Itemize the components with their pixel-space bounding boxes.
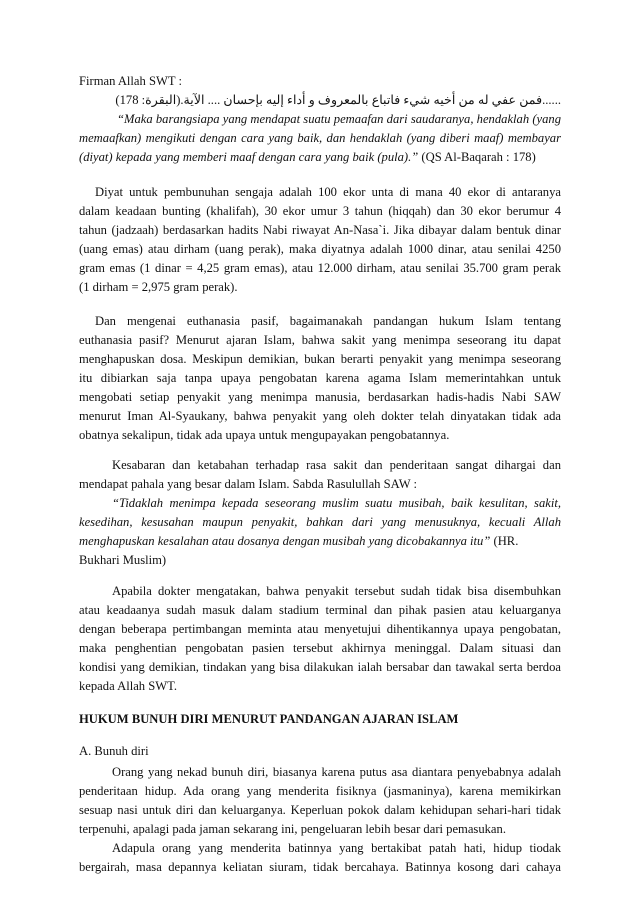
para-euthanasia-line-2: euthanasia pasif? Menurut ajaran Islam, bahwa sakit yang menimpa seseorang itu dapat	[79, 333, 561, 347]
para-adapula-line-2: bergairah, masa depannya keliatan siuram, tidak bercahaya. Batinnya kosong dari cahaya	[79, 860, 561, 874]
section-heading: HUKUM BUNUH DIRI MENURUT PANDANGAN AJARAN ISLAM	[79, 712, 459, 726]
para-euthanasia-line-4: itu dibiarkan saja tanpa upaya pengobatan karena agama Islam memerintahkan untuk	[79, 371, 561, 385]
quote-1-line-3	[79, 150, 561, 165]
quote-2-line-3	[79, 534, 561, 549]
para-euthanasia-line-1: Dan mengenai euthanasia pasif, bagaimanakah pandangan hukum Islam tentang	[95, 314, 561, 328]
quote-1-reference: (QS Al-Baqarah : 178)	[418, 150, 536, 164]
para-adapula-line-1: Adapula orang yang menderita batinnya yang bertakibat patah hati, hidup tiodak	[112, 841, 561, 855]
quote-1-line-1: “Maka barangsiapa yang mendapat suatu pemaafan dari saudaranya, hendaklah (yang	[117, 112, 561, 126]
quote-2-reference: (HR.	[490, 534, 519, 548]
para-dokter-line-3: dengan beberapa pertimbangan meminta atau menyetujui dihentikannya upaya pengobatan,	[79, 622, 561, 636]
para-bunuh-line-4: terpenuhi, apalagi pada jaman sekarang ini, pengeluaran lebih besar dari pemasukan.	[79, 822, 506, 836]
para-diyat-line-3: tahun (jadzaah) berdasarkan hadits Nabi riwayat An-Nasa`i. Jika dibayar dalam bentuk dinar	[79, 223, 561, 237]
para-euthanasia-line-6: menurut Iman Al-Syaukany, bahwa penyakit yang oleh dokter telah dinyatakan tidak ada	[79, 409, 561, 423]
para-dokter-line-2: atau keadaanya sudah masuk dalam stadium terminal dan pihak pasien atau keluarganya	[79, 603, 561, 617]
quote-2-line-1: “Tidaklah menimpa kepada seseorang muslim suatu musibah, baik kesulitan, sakit,	[112, 496, 561, 510]
subsection-title: A. Bunuh diri	[79, 744, 149, 758]
para-bunuh-line-2: penderitaan hidup. Ada orang yang menderita fisiknya (jasmaninya), karena memikirkan	[79, 784, 561, 798]
para-diyat-line-2: dalam keadaan bunting (khalifah), 30 ekor umur 3 tahun (hiqqah) dan 30 ekor berumur 4	[79, 204, 561, 218]
para-kesabaran-line-2: mendapat pahala yang besar dalam Islam. Sabda Rasulullah SAW :	[79, 477, 417, 491]
intro-line: Firman Allah SWT :	[79, 74, 182, 88]
quote-2-line-4: Bukhari Muslim)	[79, 553, 167, 567]
arabic-verse: ......فمن عفي له من أخيه شيء فاتباع بالمعروف و أداء إليه بإحسان .... الآية.(البقرة: 178)	[115, 93, 561, 107]
para-bunuh-line-1: Orang yang nekad bunuh diri, biasanya karena putus asa diantara penyebabnya adalah	[112, 765, 561, 779]
para-dokter-line-4: maka penghentian pengobatan pasien tersebut akhirnya meninggal. Dalam situasi dan	[79, 641, 561, 655]
para-kesabaran-line-1: Kesabaran dan ketabahan terhadap rasa sakit dan penderitaan sangat dihargai dan	[112, 458, 561, 472]
para-dokter-line-6: kepada Allah SWT.	[79, 679, 178, 693]
para-dokter-line-1: Apabila dokter mengatakan, bahwa penyakit tersebut sudah tidak bisa disembuhkan	[112, 584, 561, 598]
para-bunuh-line-3: sesuap nasi untuk diri dan keluarganya. Keperluan pokok dalam kehidupan sehari-hari tidak	[79, 803, 561, 817]
quote-1-line-2: memaafkan) mengikuti dengan cara yang baik, dan hendaklah (yang diberi maaf) membayar	[79, 131, 561, 145]
para-diyat-line-4: (uang emas) atau dirham (uang perak), maka diyatnya adalah 1000 dinar, atau senilai 4250	[79, 242, 561, 256]
para-euthanasia-line-3: menghapuskan dosa. Meskipun demikian, bukan berarti penyakit yang menimpa seseorang	[79, 352, 561, 366]
para-diyat-line-6: (1 dirham = 2,975 gram perak).	[79, 280, 238, 294]
quote-1-text: (diyat) kepada yang memberi maaf dengan cara yang baik (pula).”	[79, 150, 419, 164]
quote-2-line-2: kesedihan, kesusahan maupun penyakit, bahkan dari yang menusuknya, kecuali Allah	[79, 515, 561, 529]
quote-2-text: menghapuskan kesalahan atau dosanya dengan musibah yang dicobakannya itu”	[79, 534, 491, 548]
para-euthanasia-line-7: obatnya sekalipun, tidak ada upaya untuk mengupayakan pengobatannya.	[79, 428, 450, 442]
para-dokter-line-5: kondisi yang demikian, tindakan yang bisa dilakukan ialah bersabar dan tawakal serta berdoa	[79, 660, 561, 674]
para-diyat-line-1: Diyat untuk pembunuhan sengaja adalah 100 ekor unta di mana 40 ekor di antaranya	[95, 185, 561, 199]
para-diyat-line-5: gram emas (1 dinar = 4,25 gram emas), atau 12.000 dirham, atau senilai 35.700 gram perak	[79, 261, 561, 275]
para-euthanasia-line-5: mengobati setiap penyakit yang menimpa manusia, berdasarkan hadis-hadis Nabi SAW	[79, 390, 561, 404]
